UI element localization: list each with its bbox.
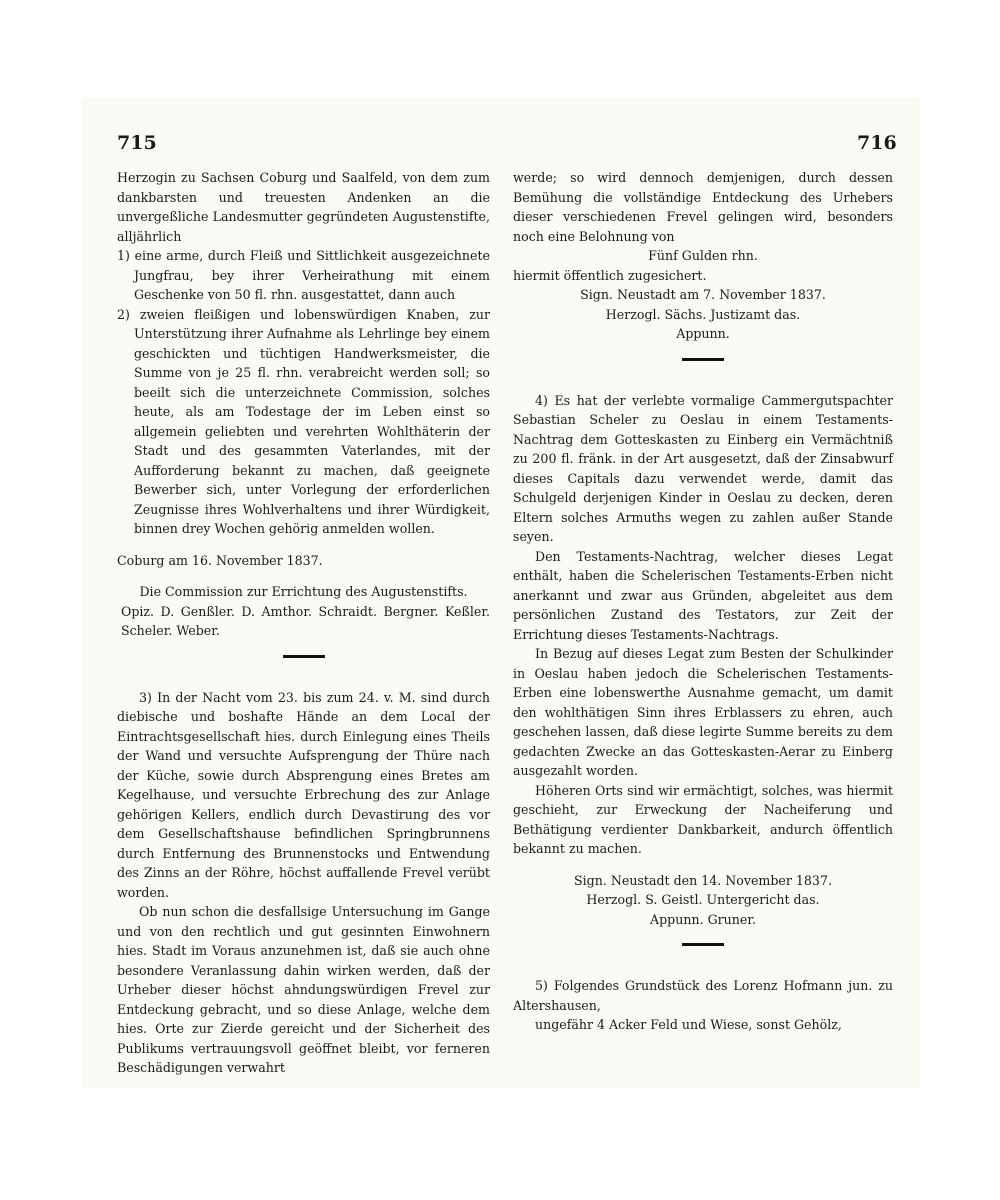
page-number-right: 716 (857, 132, 897, 154)
authority-justizamt: Herzogl. Sächs. Justizamt das. (605, 306, 801, 322)
list-item-2: 2) zweien fleißigen und lobenswürdigen Knaben, zur Unterstützung ihrer Aufnahme als Lehrlinge bey einem geschickten und tüchtigen Handwerksmeister, die Summe von je 25 fl. rhn. verabreicht werden soll; so beeilt sich die unterzeichnete Commission, solches heute, als am Todestage der im Leben einst so allgemein geliebten und verehrten Wohlthäterin der Stadt und des gesammten Vaterlandes, mit der Aufforderung bekannt zu machen, daß geeignete Bewerber sich, unter Vorlegung der erforderlichen Zeugnisse ihres Wohlverhaltens und ihrer Würdigkeit, binnen drey Wochen gehörig anmelden wollen. (117, 306, 490, 536)
signature-title: Die Commission zur Errichtung des Augustenstifts. (139, 584, 468, 599)
reward-amount: Fünf Gulden rhn. (648, 248, 758, 263)
section-4-b: Den Testaments-Nachtrag, welcher dieses Legat enthält, haben die Schelerischen Testaments-Erben nicht anerkannt und zwar aus Gründen, abgeleitet aus dem persönlichen Zustand des Testators, zur Zeit der Errichtung dieses Testaments-Nachtrags. (513, 548, 893, 642)
right-column (513, 168, 893, 1035)
section-4: 4) Es hat der verlebte vormalige Cammergutspachter Sebastian Scheler zu Oeslau in einem Testaments-Nachtrag dem Gotteskasten zu Einberg ein Vermächtniß zu 200 fl. fränk. in der Art ausgesetzt, daß der Zinsabwurf dieses Capitals dazu verwendet werde, damit das Schulgeld derjenigen Kinder in Oeslau zu decken, deren Eltern solches Armuths wegen zu zahlen außer Stande seyen. (513, 392, 893, 544)
section-3: 3) In der Nacht vom 23. bis zum 24. v. M. sind durch diebische und boshafte Hände an dem Local der Eintrachtsgesellschaft hies. durch Einlegung eines Theils der Wand und versuchte Aufsprengung der Thüre nach der Küche, sowie durch Absprengung eines Bretes am Kegelhause, und versuchte Erbrechung des zur Anlage gehörigen Kellers, endlich durch Devastirung des vor dem Gesellschaftshause befindlichen Springbrunnens durch Entfernung des Brunnenstocks und Entwendung des Zinns an der Röhre, höchst auffallende Frevel verübt worden. (117, 689, 490, 900)
section-divider (283, 655, 325, 658)
assured-line: hiermit öffentlich zugesichert. (513, 267, 707, 283)
date-neustadt-2: Sign. Neustadt den 14. November 1837. (574, 872, 832, 888)
authority-untergericht: Herzogl. S. Geistl. Untergericht das. (586, 892, 820, 907)
intro-paragraph: Herzogin zu Sachsen Coburg und Saalfeld, von dem zum dankbarsten und treuesten Andenken an die unvergeßliche Landesmutter gegründeten Augustenstifte, alljährlich (117, 170, 490, 244)
section-divider (682, 943, 724, 946)
section-5-b: ungefähr 4 Acker Feld und Wiese, sonst Gehölz, (535, 1017, 842, 1032)
continuation-paragraph: werde; so wird dennoch demjenigen, durch dessen Bemühung die vollständige Entdeckung des Urhebers dieser verschiedenen Frevel gelingen wird, besonders noch eine Belohnung von (513, 170, 893, 244)
date-neustadt-1: Sign. Neustadt am 7. November 1837. (580, 287, 826, 302)
signatory-appunn: Appunn. (676, 326, 730, 341)
section-divider (682, 358, 724, 361)
signature-names: Opiz. D. Genßler. D. Amthor. Schraidt. Bergner. Keßler. Scheler. Weber. (121, 603, 490, 638)
date-coburg: Coburg am 16. November 1837. (117, 552, 323, 568)
page-number-left: 715 (117, 132, 157, 154)
section-3-continued: Ob nun schon die desfallsige Untersuchung im Gange und von den rechtlich und gut gesinnten Einwohnern hies. Stadt im Voraus anzunehmen ist, daß sie auch ohne besondere Veranlassung dahin wirken werden, daß der Urheber dieser höchst ahndungswürdigen Frevel zur Entdeckung gebracht, und so diese Anlage, welche dem hies. Orte zur Zierde gereicht und der Sicherheit des Publikums vertrauungsvoll geöffnet bleibt, vor ferneren Beschädigungen verwahrt (117, 904, 490, 1075)
list-item-1: 1) eine arme, durch Fleiß und Sittlichkeit ausgezeichnete Jungfrau, bey ihrer Verheirathung mit einem Geschenke von 50 fl. rhn. ausgestattet, dann auch (117, 248, 490, 302)
signatories-appunn-gruner: Appunn. Gruner. (650, 911, 756, 927)
section-5: 5) Folgendes Grundstück des Lorenz Hofmann jun. zu Altershausen, (513, 978, 893, 1013)
left-column (117, 168, 490, 1078)
section-4-d: Höheren Orts sind wir ermächtigt, solches, was hiermit geschieht, zur Erweckung der Nacheiferung und Bethätigung verdienter Dankbarkeit, andurch öffentlich bekannt zu machen. (513, 782, 893, 856)
section-4-c: In Bezug auf dieses Legat zum Besten der Schulkinder in Oeslau haben jedoch die Schelerischen Testaments-Erben eine lobenswerthe Ausnahme gemacht, um damit den wohlthätigen Sinn ihres Erblassers zu ehren, auch geschehen lassen, daß diese legirte Summe bereits zu dem gedachten Zwecke an das Gotteskasten-Aerar zu Einberg ausgezahlt worden. (513, 646, 893, 778)
